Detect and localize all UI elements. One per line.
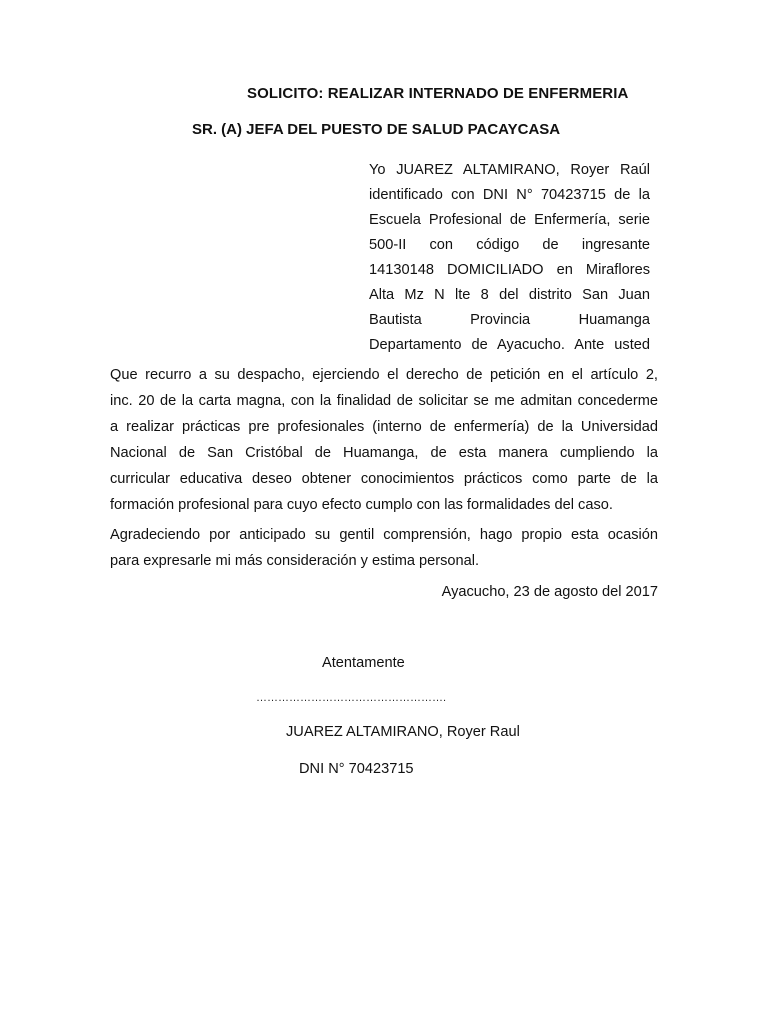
- paragraph-line: formación profesional para cuyo efecto cumplo con las formalidades del caso.: [110, 497, 613, 513]
- paragraph-line: Que recurro a su despacho, ejerciendo el derecho de petición en el artículo 2,: [110, 367, 658, 383]
- intro-line: 14130148 DOMICILIADO en Miraflores: [369, 262, 650, 278]
- intro-line: identificado con DNI N° 70423715 de la: [369, 187, 650, 203]
- paragraph-line: inc. 20 de la carta magna, con la finalidad de solicitar se me admitan concederme: [110, 393, 658, 409]
- addressee-line: SR. (A) JEFA DEL PUESTO DE SALUD PACAYCASA: [192, 121, 561, 138]
- paragraph-line: Nacional de San Cristóbal de Huamanga, de esta manera cumpliendo la: [110, 445, 658, 461]
- closing-salutation: Atentamente: [322, 655, 405, 671]
- paragraph-line: curricular educativa deseo obtener conocimientos prácticos como parte de la: [110, 471, 658, 487]
- paragraph-line: a realizar prácticas pre profesionales (interno de enfermería) de la Universidad: [110, 419, 658, 435]
- thanks-paragraph: [110, 522, 658, 574]
- intro-line: Departamento de Ayacucho. Ante usted: [369, 337, 650, 353]
- signature-line: …………………………………………….: [256, 692, 447, 704]
- signer-name: JUAREZ ALTAMIRANO, Royer Raul: [286, 724, 520, 740]
- document-title: SOLICITO: REALIZAR INTERNADO DE ENFERMERIA: [247, 85, 629, 102]
- intro-line: Alta Mz N lte 8 del distrito San Juan: [369, 287, 650, 303]
- date-line: Ayacucho, 23 de agosto del 2017: [441, 584, 658, 600]
- request-paragraph: [110, 362, 658, 518]
- intro-block: [369, 158, 650, 358]
- paragraph-line: para expresarle mi más consideración y estima personal.: [110, 553, 480, 569]
- intro-line: Escuela Profesional de Enfermería, serie: [369, 212, 650, 228]
- signer-dni: DNI N° 70423715: [299, 761, 414, 777]
- paragraph-line: Agradeciendo por anticipado su gentil comprensión, hago propio esta ocasión: [110, 527, 658, 543]
- intro-line: Yo JUAREZ ALTAMIRANO, Royer Raúl: [369, 162, 650, 178]
- intro-line: 500-II con código de ingresante: [369, 237, 650, 253]
- intro-line: Bautista Provincia Huamanga: [369, 312, 650, 328]
